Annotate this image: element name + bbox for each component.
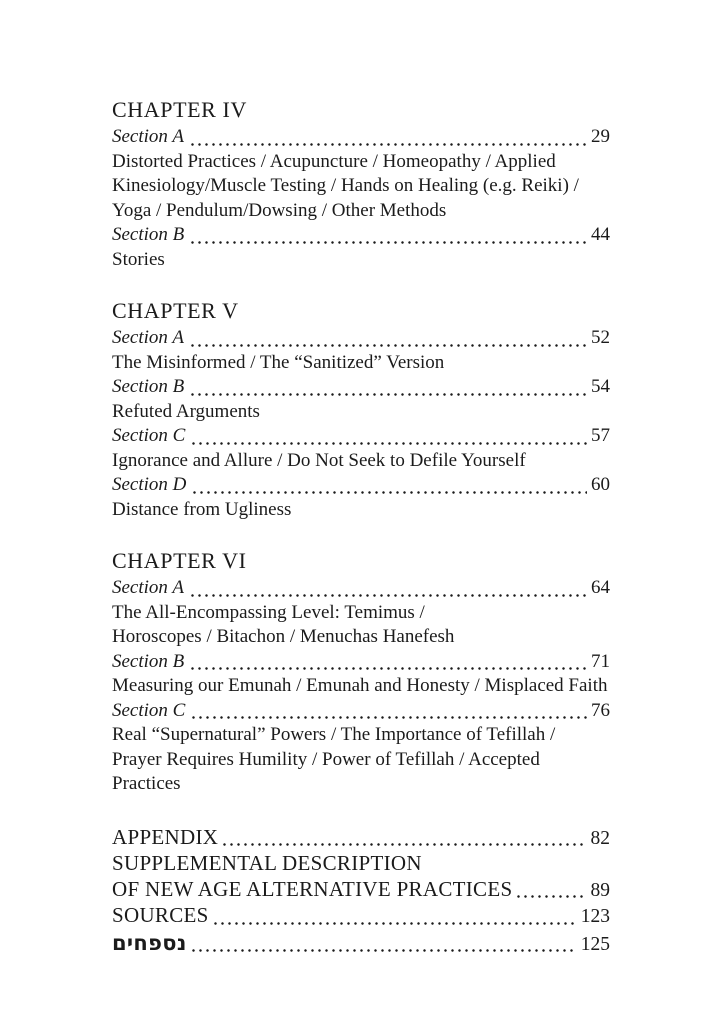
back-matter-label: OF NEW AGE ALTERNATIVE PRACTICES <box>112 876 513 901</box>
dot-leader <box>193 491 587 494</box>
toc-entry-description: Stories <box>112 248 165 270</box>
toc-entry-description: Real “Supernatural” Powers / The Importance of Tefillah / <box>112 724 556 745</box>
toc-entry-description: The All-Encompassing Level: Temimus / <box>112 601 425 623</box>
back-matter-label: SOURCES <box>112 903 209 928</box>
toc-entry-label: Section D <box>112 474 187 495</box>
toc-entry-label: Section B <box>112 376 185 397</box>
dot-leader <box>191 594 587 597</box>
toc-entry-description: Ignorance and Allure / Do Not Seek to Defile Yourself <box>112 449 526 471</box>
toc-entry-description: Distance from Ugliness <box>112 498 292 520</box>
dot-leader <box>192 716 587 719</box>
toc-entry <box>112 375 610 400</box>
back-matter-entry <box>112 903 610 930</box>
back-matter-label: SUPPLEMENTAL DESCRIPTION <box>112 851 422 876</box>
chapter-block <box>112 547 610 797</box>
chapter-block <box>112 297 610 522</box>
toc-entry-label: Section A <box>112 126 184 147</box>
dot-leader <box>223 843 586 846</box>
toc-entry-label: Section A <box>112 327 184 348</box>
dot-leader <box>191 143 587 146</box>
toc-entry-page: 29 <box>591 126 610 147</box>
toc-entry-label: Section C <box>112 699 186 721</box>
toc-content <box>112 96 610 957</box>
toc-entry-description: Horoscopes / Bitachon / Menuchas Hanefesh <box>112 626 455 647</box>
toc-entry <box>112 576 610 601</box>
back-matter-page: 82 <box>590 827 610 849</box>
toc-entry-page: 64 <box>591 577 610 598</box>
toc-entry-description: Measuring our Emunah / Emunah and Honesty / Misplaced Faith <box>112 675 608 696</box>
dot-leader <box>517 895 586 898</box>
dot-leader <box>191 344 587 347</box>
back-matter-entry <box>112 825 610 852</box>
toc-entry-label: Section B <box>112 224 185 245</box>
back-matter-label: APPENDIX <box>112 824 219 849</box>
toc-entry <box>112 650 610 675</box>
toc-entry-description: Kinesiology/Muscle Testing / Hands on Healing (e.g. Reiki) / <box>112 175 579 196</box>
toc-entry-page: 54 <box>591 376 610 397</box>
toc-entry <box>112 424 610 449</box>
chapter-title: CHAPTER VI <box>112 548 247 573</box>
toc-entry-page: 52 <box>591 327 610 348</box>
back-matter-entry <box>112 930 610 958</box>
toc-entry-description: Refuted Arguments <box>112 400 260 422</box>
toc-entry-page: 71 <box>591 650 610 672</box>
back-matter-page: 89 <box>590 879 610 901</box>
dot-leader <box>192 442 587 445</box>
toc-entry-page: 57 <box>591 425 610 446</box>
chapter-block <box>112 96 610 272</box>
toc-entry-description: The Misinformed / The “Sanitized” Version <box>112 351 445 373</box>
toc-entry-description: Prayer Requires Humility / Power of Tefillah / Accepted Practices <box>112 748 540 794</box>
back-matter-page: 125 <box>580 933 610 955</box>
toc-entry <box>112 223 610 248</box>
chapter-title: CHAPTER IV <box>112 97 247 122</box>
dot-leader <box>191 393 587 396</box>
toc-entry-description: Yoga / Pendulum/Dowsing / Other Methods <box>112 199 447 221</box>
dot-leader <box>214 922 577 925</box>
toc-entry-label: Section C <box>112 425 186 446</box>
toc-entry-description: Distorted Practices / Acupuncture / Homeopathy / Applied <box>112 150 556 172</box>
toc-entry <box>112 326 610 351</box>
chapter-title: CHAPTER V <box>112 298 239 323</box>
dot-leader <box>191 667 587 670</box>
back-matter-label-hebrew: נספחים <box>112 929 187 955</box>
toc-entry-label: Section B <box>112 650 185 672</box>
toc-entry-page: 60 <box>591 474 610 495</box>
toc-entry-page: 44 <box>591 224 610 245</box>
toc-entry <box>112 125 610 150</box>
toc-entry-label: Section A <box>112 577 184 598</box>
toc-entry <box>112 473 610 498</box>
dot-leader <box>191 241 587 244</box>
back-matter-entry <box>112 877 610 904</box>
dot-leader <box>192 949 577 952</box>
toc-back-matter <box>112 825 610 958</box>
back-matter-entry <box>112 851 610 877</box>
toc-entry-page: 76 <box>591 699 610 721</box>
toc-chapters <box>112 96 610 797</box>
back-matter-page: 123 <box>580 906 610 928</box>
toc-entry <box>112 699 610 724</box>
